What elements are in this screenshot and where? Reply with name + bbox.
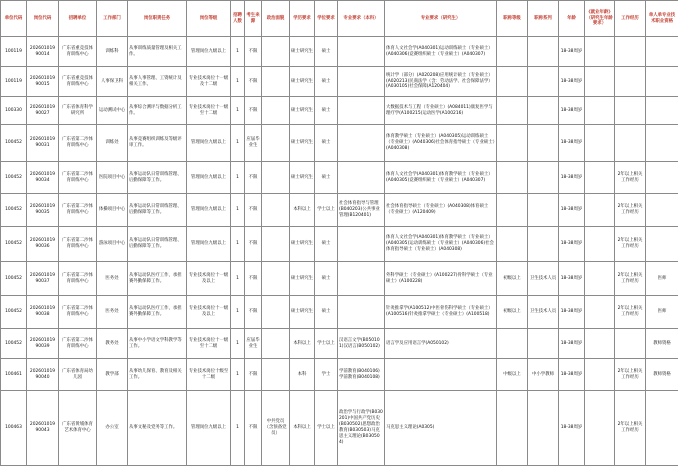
table-cell: 专业技术岗位十一级至十二级 [187,329,231,359]
table-cell: 从事运动队日常训练管理、后勤保障等工作。 [128,194,187,227]
table-cell: 202601019 90043 [27,391,59,466]
table-cell [497,227,528,262]
table-cell: 2年以上相关工作经历 [615,194,646,227]
table-cell: 202601019 90036 [27,227,59,262]
table-row [1,329,678,359]
table-cell: 2年以上相关工作经历 [615,296,646,329]
column-header: 职称系列 [528,1,559,37]
table-cell: 本科 [290,359,315,391]
table-cell [528,329,559,359]
table-cell: 不限 [245,97,262,125]
table-cell [262,359,290,391]
table-cell: 硕士 [315,125,338,162]
table-cell: 1 [231,162,245,194]
table-cell [585,67,615,97]
table-cell: 100452 [1,262,27,296]
table-row [1,359,678,391]
table-cell: 硕士研究生 [290,97,315,125]
table-cell: 202601019 90037 [27,262,59,296]
table-cell: 管理岗位九级以上 [187,162,231,194]
table-row [1,67,678,97]
table-cell: 从事运动队日常训练管理、后勤保障等工作。 [128,227,187,262]
table-cell: 18-38周岁 [559,194,585,227]
table-cell: 本科以上 [290,194,315,227]
table-cell: 100452 [1,329,27,359]
table-cell: 学士 [315,359,338,391]
table-cell [262,227,290,262]
table-cell: 体育教学硕士（专业硕士）(A040305)运动训练硕士（专业硕士）(A040306)社会体育指导硕士（专业硕士）(A040308) [385,125,497,162]
table-cell: 教师资格 [646,329,678,359]
table-cell: 广东省重竞技体育训练中心 [59,37,97,67]
table-cell: 广东省第二沙体育训练中心 [59,227,97,262]
table-cell: 体育人文社会学(A040301)体育教学硕士（专业硕士）(A040305)竞赛组织硕士（专业硕士）(A040307) [385,162,497,194]
table-cell: 18-38周岁 [559,67,585,97]
table-body [1,37,678,466]
table-cell [615,329,646,359]
table-cell: 2年以上相关工作经历 [615,162,646,194]
table-cell [646,194,678,227]
table-cell: 1 [231,97,245,125]
table-cell: 办公室 [97,391,128,466]
table-cell [585,162,615,194]
column-header: 专业要求（本科） [338,1,385,37]
table-cell [528,67,559,97]
column-header: 工作部门 [97,1,128,37]
table-cell: 中小学教师 [528,359,559,391]
table-cell [528,162,559,194]
table-cell: 学士以上 [315,391,338,466]
table-cell: 人事保卫科 [97,67,128,97]
table-cell: 专业技术岗位十级至十二级 [187,359,231,391]
table-cell [528,227,559,262]
table-cell: 100452 [1,125,27,162]
table-cell: 硕士研究生 [290,125,315,162]
table-cell [646,67,678,97]
table-cell: 初级以上 [497,262,528,296]
table-cell: 游泳项目中心 [97,227,128,262]
table-cell: 硕士 [315,37,338,67]
table-cell [585,391,615,466]
table-cell [585,262,615,296]
table-cell: 202601019 90027 [27,97,59,125]
table-cell: 不限 [245,227,262,262]
table-cell: 汉语言文学(B050101)汉语言(B050102) [338,329,385,359]
table-cell: 从事人事管理、工资统计及相关工作。 [128,67,187,97]
table-cell: 202601019 90031 [27,125,59,162]
table-cell [528,97,559,125]
table-cell [646,227,678,262]
table-cell: 硕士研究生 [290,262,315,296]
table-cell: 18-38周岁 [559,97,585,125]
table-cell [262,194,290,227]
table-cell [497,391,528,466]
table-cell: 初级以上 [497,296,528,329]
table-cell: 从事中小学语文学科教学等工作。 [128,329,187,359]
column-header: 岗位等级 [187,1,231,37]
column-header: 单位代码 [1,1,27,37]
table-cell: 100461 [1,359,27,391]
table-cell: 从事运动队医疗工作，承担赛外勤保障工作。 [128,262,187,296]
table-cell: 广东省黄埔体育艺术体育中心 [59,391,97,466]
table-row [1,125,678,162]
table-cell: 医务处 [97,262,128,296]
table-cell: 18-38周岁 [559,227,585,262]
table-cell: 教师资格 [646,359,678,391]
table-cell: 卫生技术人员 [528,262,559,296]
table-cell: 政治学与行政学(B030201)中国共产党历史(B030502)思想政治教育(B030503)马克思主义理论(B030504) [338,391,385,466]
table-cell: 广东省第二沙体育训练中心 [59,162,97,194]
table-cell: 从事幼儿保育、教育及相关工作。 [128,359,187,391]
table-cell: 外科学硕士（专业硕士）(A100227)骨科学硕士（专业硕士）(A100228) [385,262,497,296]
column-header: 岗位职责任务 [128,1,187,37]
table-cell: 语言学及应用语言学(A050102) [385,329,497,359]
table-cell [497,37,528,67]
table-cell: 202601019 90015 [27,67,59,97]
header-row [1,1,678,37]
table-cell [646,37,678,67]
column-header: 招聘单位 [59,1,97,37]
table-row [1,162,678,194]
table-header [1,1,678,37]
table-cell: 不限 [245,162,262,194]
table-row [1,37,678,67]
table-cell [585,37,615,67]
table-cell: 应届毕业生 [245,329,262,359]
table-cell: 硕士 [315,227,338,262]
table-cell: 100452 [1,162,27,194]
table-cell: 中共党员（含预备党员） [262,391,290,466]
table-cell: 广东省第二沙体育训练中心 [59,125,97,162]
table-cell: 硕士研究生 [290,67,315,97]
table-cell: 硕士 [315,97,338,125]
table-cell: 从事运动队日常训练管理、后勤保障等工作。 [128,162,187,194]
column-header: 政治面貌 [262,1,290,37]
table-cell: 广东省第二沙体育训练中心 [59,262,97,296]
table-cell: 100452 [1,194,27,227]
table-cell [338,37,385,67]
table-cell: 管理岗位九级以上 [187,391,231,466]
table-cell: 硕士 [315,296,338,329]
table-cell: 1 [231,194,245,227]
table-cell: 统计学（部分）(A020208)应用统计硕士（专业硕士）(A020213)民商法学（含：劳动法学、社会保障法学）(A030105)社会保障(A120404) [385,67,497,97]
table-cell [338,162,385,194]
column-header: 招聘人数 [231,1,245,37]
table-cell [262,125,290,162]
table-cell [262,296,290,329]
table-row [1,97,678,125]
table-cell [528,391,559,466]
table-cell: 硕士研究生 [290,37,315,67]
table-cell: 训练科 [97,37,128,67]
table-cell: 专业技术岗位十一级及十二级 [187,67,231,97]
column-header: 考生来源 [245,1,262,37]
table-cell: 训练处 [97,125,128,162]
table-row [1,227,678,262]
table-cell: 应届毕业生 [245,125,262,162]
table-cell [338,67,385,97]
table-cell [646,162,678,194]
table-cell: 从事训练质量管理及相关工作。 [128,37,187,67]
table-cell: 卫生技术人员 [528,296,559,329]
table-cell: 专业技术岗位十一级及以上 [187,262,231,296]
column-header: 单人单专业技术职业资格 [646,1,678,37]
table-cell [585,329,615,359]
table-cell [262,67,290,97]
table-cell [646,97,678,125]
table-cell [262,97,290,125]
table-cell: 医务处 [97,296,128,329]
column-header: 学位要求 [315,1,338,37]
table-cell: 18-38周岁 [559,359,585,391]
table-cell [338,97,385,125]
table-cell: 运动测试中心 [97,97,128,125]
table-cell [585,359,615,391]
table-cell: 2年以上相关工作经历 [615,227,646,262]
table-row [1,262,678,296]
table-cell [497,125,528,162]
column-header: 年龄 [559,1,585,37]
table-cell: 18-38周岁 [559,162,585,194]
table-cell: 硕士 [315,262,338,296]
table-cell [497,329,528,359]
table-cell [585,296,615,329]
table-cell [528,194,559,227]
table-cell [338,296,385,329]
column-header: 职称等级 [497,1,528,37]
table-cell: 18-38周岁 [559,37,585,67]
table-cell: 医师 [646,262,678,296]
table-cell: 管理岗位九级以上 [187,227,231,262]
table-cell: 学前教育(B040106)学前教育(B040108) [338,359,385,391]
table-cell: 2年以上相关工作经历 [615,391,646,466]
table-cell: 从事运动队医疗工作，承担赛外勤保障工作。 [128,296,187,329]
table-cell: 100452 [1,296,27,329]
table-cell: 18-38周岁 [559,296,585,329]
table-cell [497,67,528,97]
table-cell: 医院项目中心 [97,162,128,194]
table-row [1,194,678,227]
table-cell: 硕士研究生 [290,296,315,329]
table-cell: 不限 [245,194,262,227]
table-cell: 教学部 [97,359,128,391]
table-cell: 100330 [1,97,27,125]
table-cell: 不限 [245,296,262,329]
table-cell [262,329,290,359]
table-cell [646,125,678,162]
table-cell: 广东省第二沙体育训练中心 [59,296,97,329]
table-cell [338,227,385,262]
table-cell [585,125,615,162]
table-cell: 教务处 [97,329,128,359]
table-cell: 管理岗位九级以上 [187,37,231,67]
table-cell: 从事竞赛组织训练及等级评审工作。 [128,125,187,162]
table-cell: 硕士研究生 [290,227,315,262]
table-cell [497,162,528,194]
table-cell: 1 [231,37,245,67]
table-cell: 体育人文社会学(A040301)体育教学硕士（专业硕士）(A040305)运动训练硕士（专业硕士）(A040306)社会体育指导硕士（专业硕士）(A040308) [385,227,497,262]
table-cell: 202601019 90039 [27,329,59,359]
table-cell: 硕士 [315,67,338,97]
table-cell: 管理岗位九级以上 [187,194,231,227]
table-cell: 1 [231,329,245,359]
table-cell: 202601019 90014 [27,37,59,67]
table-row [1,296,678,329]
table-cell: 马克思主义理论(A0305) [385,391,497,466]
table-cell: 学士以上 [315,329,338,359]
table-row [1,391,678,466]
table-cell [585,194,615,227]
table-cell [615,97,646,125]
table-cell: 100119 [1,37,27,67]
table-cell: 社会体育指导硕士（专业硕士）(A040308)体育硕士（专业硕士）(A120409) [385,194,497,227]
column-header: 专业要求（研究生） [385,1,497,37]
table-cell: 1 [231,262,245,296]
table-cell: 2年以上相关工作经历 [615,359,646,391]
table-cell: 18-38周岁 [559,391,585,466]
table-cell: 18-38周岁 [559,125,585,162]
table-cell: 1 [231,125,245,162]
table-cell: 202601019 90034 [27,162,59,194]
table-cell: 本科以上 [290,329,315,359]
table-cell: 100119 [1,67,27,97]
table-cell: 18-38周岁 [559,262,585,296]
table-cell: 社会体育指导与管理(B040203)公共事业管理(B120401) [338,194,385,227]
table-cell: 专业技术岗位十一级至十二级 [187,97,231,125]
table-cell: 体育人文社会学(A040301)运动训练硕士（专业硕士）(A040306)竞赛组织硕士（专业硕士）(A040307) [385,37,497,67]
table-cell [585,97,615,125]
table-cell [585,227,615,262]
table-cell: 专业技术岗位十一级及以上 [187,296,231,329]
table-cell: 不限 [245,262,262,296]
table-cell: 广东省重竞技体育训练中心 [59,67,97,97]
table-cell: 广东省体育局幼儿园 [59,359,97,391]
table-cell: 1 [231,67,245,97]
table-cell: 202601019 90040 [27,359,59,391]
table-cell: 1 [231,227,245,262]
table-cell [262,162,290,194]
table-cell [262,37,290,67]
table-cell: 18-38周岁 [559,329,585,359]
table-cell [646,391,678,466]
table-cell: 100452 [1,227,27,262]
table-cell: 从事文秘及党务等工作。 [128,391,187,466]
table-cell: 广东省第二沙体育训练中心 [59,329,97,359]
table-cell [528,125,559,162]
column-header: 《就业年龄》（研究生年龄要求） [585,1,615,37]
column-header: 学历要求 [290,1,315,37]
table-cell [615,67,646,97]
table-cell [497,194,528,227]
table-cell: 1 [231,359,245,391]
table-cell: 大数据技术与工程（专业硕士）(A084011)康复医学与理疗学(A100215)运动医学(A100216) [385,97,497,125]
table-cell [615,37,646,67]
table-cell: 不限 [245,359,262,391]
table-cell: 针灸推拿学(A100512)中医骨伤科学硕士（专业硕士）(A100516)针灸推拿学硕士（专业硕士）(A100518) [385,296,497,329]
table-cell [497,97,528,125]
table-cell: 广东省体育科学研究所 [59,97,97,125]
table-cell: 广东省第二沙体育训练中心 [59,194,97,227]
table-cell: 不限 [245,67,262,97]
table-cell: 2年以上相关工作经历 [615,262,646,296]
table-cell [528,37,559,67]
table-cell [262,262,290,296]
table-cell [385,359,497,391]
table-cell: 体操项目中心 [97,194,128,227]
table-cell: 1 [231,391,245,466]
table-cell: 不限 [245,37,262,67]
table-cell: 管理岗位九级以上 [187,125,231,162]
column-header: 岗位代码 [27,1,59,37]
table-cell: 中级以上 [497,359,528,391]
table-cell: 不限 [245,391,262,466]
table-cell: 硕士研究生 [290,162,315,194]
table-cell [338,262,385,296]
table-cell [338,125,385,162]
table-cell: 学士以上 [315,194,338,227]
table-cell: 202601019 90038 [27,296,59,329]
table-cell: 从事综合测评与数据分析工作。 [128,97,187,125]
table-cell: 硕士 [315,162,338,194]
table-cell: 本科以上 [290,391,315,466]
table-cell: 医师 [646,296,678,329]
table-cell: 202601019 90035 [27,194,59,227]
table-cell: 1 [231,296,245,329]
table-cell: 100463 [1,391,27,466]
column-header: 工作经历 [615,1,646,37]
table-cell [615,125,646,162]
